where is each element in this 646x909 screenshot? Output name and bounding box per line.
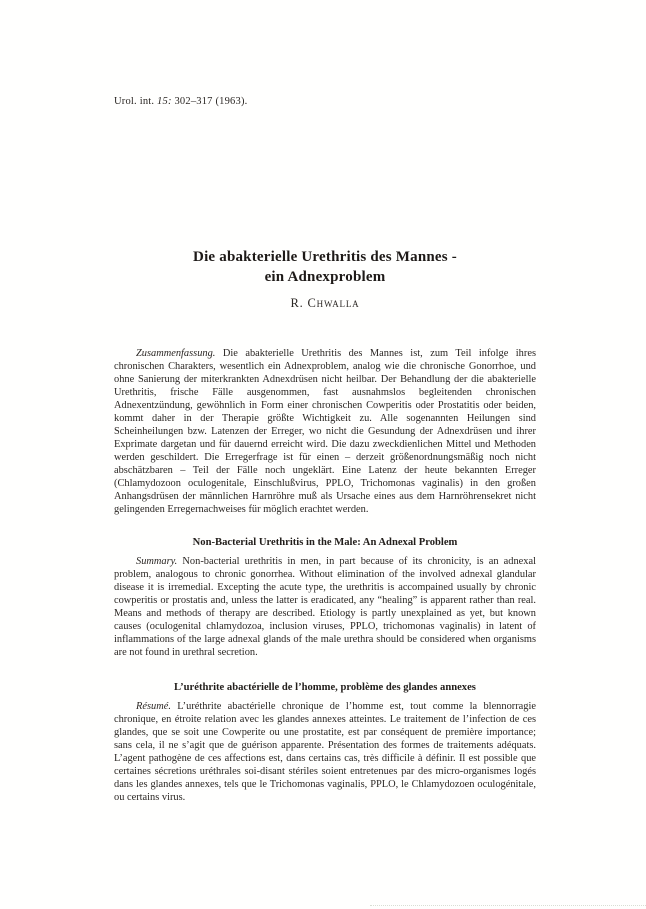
journal-reference: [114, 96, 536, 107]
abstract-german: [114, 347, 536, 516]
article-title: [114, 247, 536, 287]
journal-name: Urol. int.: [114, 96, 155, 107]
article-title-line2: ein Adnexproblem: [264, 269, 386, 285]
abstract-english-text: Non-bacterial urethritis in men, in part because of its chronicity, is an adnexal problem, analogous to chronic gonorrhea. Without elimination of the involved adnexal glandular disease it is irremedial. Excepting the acute type, the urethritis is accompained usually by chronic cowperitis or prostatis and, unless the latter is eradicated, any “healing” is apparent rather than real. Means and methods of therapy are described. Etiology is partly unexplained as yet, but known causes (oculogenital chlamydozoa, inclusion viruses, PPLO, trichomonas vaginalis) in latent of inflammations of the large adnexal glands of the male urethra should be considered when organisms are not found in urethral secretion.: [114, 556, 536, 658]
article-title-line1: Die abakterielle Urethritis des Mannes -: [193, 249, 457, 265]
section-heading-english: Non-Bacterial Urethritis in the Male: An Adnexal Problem: [192, 537, 458, 548]
author-name: R. Chwalla: [290, 296, 360, 310]
abstract-english-lead: Summary.: [136, 556, 178, 567]
section-heading-french: L’uréthrite abactérielle de l’homme, problème des glandes annexes: [174, 682, 476, 693]
abstract-french-text: L’uréthrite abactérielle chronique de l’homme est, tout comme la blennorragie chronique, en étroite relation avec les glandes annexes atteintes. Le traitement de l’infection de ces glandes, que se soit une Cowperite ou une prostatite, est par conséquent de première importance; sans cela, il ne s’agit que de guérison apparente. Présentation des formes de traitements adéquats. L’agent pathogène de ces affections est, dans certains cas, très difficile à définir. Il est possible que certaines sécretions uréthrales soi-disant stériles soient entretenues par des micro-organismes logés dans les glandes annexes, tels que le Trichomonas vaginalis, PPLO, le Chlamydozoen oculogénitale, ou certains virus.: [114, 701, 536, 803]
abstract-german-lead: Zusammenfassung.: [136, 348, 216, 359]
journal-volume: 15:: [157, 96, 172, 107]
abstract-french-lead: Résumé.: [136, 701, 171, 712]
abstract-german-text: Die abakterielle Urethritis des Mannes ist, zum Teil infolge ihres chronischen Charakters, wesentlich ein Adnexproblem, analog wie die chronische Gonorrhoe, und ohne Sanierung der miterkrankten Adnexdrüsen nicht heilbar. Der Behandlung der die abakterielle Urethritis, frische Fälle ausgenommen, fast ausnahmslos begleitenden chronischen Adnexentzündung, gewöhnlich in Form einer chronischen Cowperitis oder Prostatitis oder beiden, kommt daher in der Therapie größte Wichtigkeit zu. Alle sogenannten Heilungen sind Scheinheilungen bzw. Latenzen der Erreger, wo nicht die Gesundung der Adnexdrüsen und ihrer Exprimate dargetan und für dauernd erreicht wird. Die dazu zweckdienlichen Mittel und Methoden werden geschildert. Die Erregerfrage ist für einen – derzeit größenordnungsmäßig noch nicht abschätzbaren – Teil der Fälle noch ungeklärt. Eine Latenz der heute bekannten Erreger (Chlamydozoon oculogenitale, Einschlußvirus, PPLO, Trichomonas vaginalis) in den großen Anhangsdrüsen der männlichen Harnröhre muß als Ursache eines aus dem Harnröhrensekret nicht gelingenden Erregernachweises für möglich erachtet werden.: [114, 348, 536, 515]
journal-pages-year: 302–317 (1963).: [174, 96, 248, 107]
abstract-french: [114, 700, 536, 804]
scan-artifact-dotted-line: [370, 905, 646, 906]
abstract-english: [114, 555, 536, 659]
